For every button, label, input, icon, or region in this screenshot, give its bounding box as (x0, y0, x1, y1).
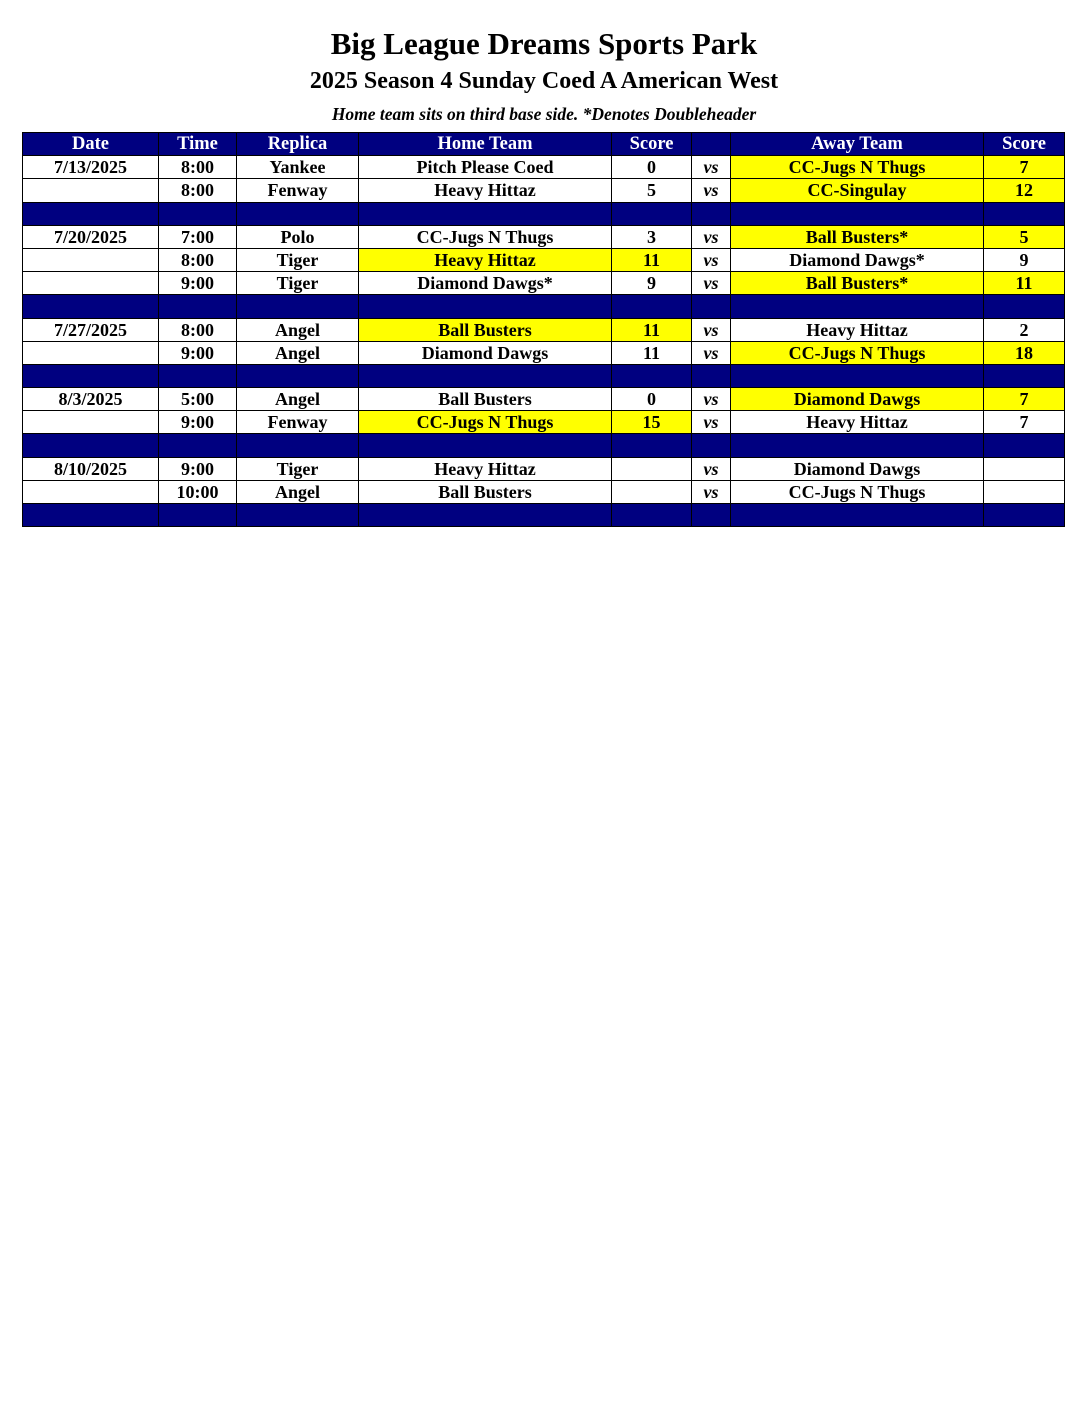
time-cell: 9:00 (159, 411, 237, 434)
replica-cell: Polo (237, 225, 359, 248)
separator-cell (359, 504, 612, 527)
vs-cell: vs (692, 388, 731, 411)
separator-row (23, 364, 1065, 387)
game-row (23, 341, 1065, 364)
time-cell: 5:00 (159, 388, 237, 411)
time-cell: 8:00 (159, 248, 237, 271)
separator-cell (612, 202, 692, 225)
home-team-cell: CC-Jugs N Thugs (359, 225, 612, 248)
home-team-cell: Heavy Hittaz (359, 457, 612, 480)
vs-cell: vs (692, 480, 731, 503)
away-team-cell: CC-Jugs N Thugs (731, 480, 984, 503)
vs-cell: vs (692, 272, 731, 295)
column-header-away-team: Away Team (731, 133, 984, 156)
doubleheader-note: Home team sits on third base side. *Denotes Doubleheader (331, 104, 757, 124)
home-team-cell: Heavy Hittaz (359, 179, 612, 202)
separator-cell (23, 295, 159, 318)
home-team-cell: Pitch Please Coed (359, 156, 612, 179)
away-team-cell: Ball Busters* (731, 225, 984, 248)
replica-cell: Angel (237, 480, 359, 503)
game-row (23, 480, 1065, 503)
separator-cell (984, 364, 1065, 387)
separator-cell (237, 364, 359, 387)
home-score-cell: 3 (612, 225, 692, 248)
away-score-cell: 12 (984, 179, 1065, 202)
time-cell: 7:00 (159, 225, 237, 248)
separator-cell (731, 434, 984, 457)
game-row (23, 272, 1065, 295)
separator-cell (159, 295, 237, 318)
away-score-cell: 5 (984, 225, 1065, 248)
vs-cell: vs (692, 179, 731, 202)
home-score-cell: 11 (612, 248, 692, 271)
date-cell (23, 480, 159, 503)
separator-cell (237, 434, 359, 457)
replica-cell: Angel (237, 318, 359, 341)
away-score-cell (984, 480, 1065, 503)
separator-cell (984, 295, 1065, 318)
schedule-body (23, 156, 1065, 527)
separator-row (23, 504, 1065, 527)
time-cell: 9:00 (159, 457, 237, 480)
home-team-cell: Diamond Dawgs (359, 341, 612, 364)
replica-cell: Angel (237, 341, 359, 364)
separator-cell (359, 434, 612, 457)
schedule-table (22, 132, 1065, 527)
away-score-cell: 7 (984, 411, 1065, 434)
separator-cell (159, 434, 237, 457)
game-row (23, 248, 1065, 271)
column-header-time: Time (159, 133, 237, 156)
date-cell: 8/10/2025 (23, 457, 159, 480)
vs-cell: vs (692, 225, 731, 248)
away-team-cell: Ball Busters* (731, 272, 984, 295)
header-row (23, 133, 1065, 156)
separator-cell (692, 364, 731, 387)
separator-cell (612, 434, 692, 457)
home-team-cell: CC-Jugs N Thugs (359, 411, 612, 434)
separator-cell (359, 295, 612, 318)
replica-cell: Fenway (237, 411, 359, 434)
vs-cell: vs (692, 248, 731, 271)
separator-cell (159, 202, 237, 225)
away-score-cell: 7 (984, 388, 1065, 411)
vs-cell: vs (692, 156, 731, 179)
time-cell: 10:00 (159, 480, 237, 503)
away-score-cell: 2 (984, 318, 1065, 341)
separator-cell (612, 504, 692, 527)
game-row (23, 179, 1065, 202)
game-row (23, 411, 1065, 434)
away-team-cell: Diamond Dawgs (731, 388, 984, 411)
away-team-cell: Heavy Hittaz (731, 411, 984, 434)
date-cell: 8/3/2025 (23, 388, 159, 411)
separator-cell (612, 364, 692, 387)
separator-cell (731, 364, 984, 387)
replica-cell: Tiger (237, 457, 359, 480)
separator-cell (731, 202, 984, 225)
separator-cell (984, 202, 1065, 225)
replica-cell: Tiger (237, 272, 359, 295)
vs-cell: vs (692, 341, 731, 364)
time-cell: 8:00 (159, 318, 237, 341)
separator-cell (692, 295, 731, 318)
time-cell: 8:00 (159, 156, 237, 179)
separator-row (23, 202, 1065, 225)
date-cell (23, 248, 159, 271)
home-score-cell: 5 (612, 179, 692, 202)
away-score-cell: 11 (984, 272, 1065, 295)
away-team-cell: Heavy Hittaz (731, 318, 984, 341)
away-team-cell: Diamond Dawgs (731, 457, 984, 480)
home-score-cell: 0 (612, 156, 692, 179)
time-cell: 8:00 (159, 179, 237, 202)
separator-cell (612, 295, 692, 318)
separator-cell (237, 202, 359, 225)
separator-cell (23, 202, 159, 225)
time-cell: 9:00 (159, 341, 237, 364)
column-header-home-team: Home Team (359, 133, 612, 156)
vs-cell: vs (692, 411, 731, 434)
away-score-cell: 7 (984, 156, 1065, 179)
time-cell: 9:00 (159, 272, 237, 295)
home-score-cell: 9 (612, 272, 692, 295)
home-score-cell: 11 (612, 341, 692, 364)
game-row (23, 318, 1065, 341)
column-header-home-score: Score (612, 133, 692, 156)
home-score-cell: 11 (612, 318, 692, 341)
replica-cell: Angel (237, 388, 359, 411)
separator-cell (23, 364, 159, 387)
game-row (23, 457, 1065, 480)
separator-cell (731, 504, 984, 527)
game-row (23, 156, 1065, 179)
date-cell (23, 341, 159, 364)
replica-cell: Fenway (237, 179, 359, 202)
home-score-cell: 15 (612, 411, 692, 434)
date-cell: 7/27/2025 (23, 318, 159, 341)
separator-cell (692, 202, 731, 225)
separator-cell (237, 295, 359, 318)
separator-cell (692, 504, 731, 527)
date-cell: 7/13/2025 (23, 156, 159, 179)
separator-row (23, 295, 1065, 318)
separator-cell (359, 364, 612, 387)
column-header-date: Date (23, 133, 159, 156)
home-team-cell: Ball Busters (359, 388, 612, 411)
away-score-cell (984, 457, 1065, 480)
replica-cell: Yankee (237, 156, 359, 179)
separator-cell (237, 504, 359, 527)
replica-cell: Tiger (237, 248, 359, 271)
separator-cell (23, 504, 159, 527)
page-subtitle: 2025 Season 4 Sunday Coed A American West (309, 68, 779, 94)
date-cell: 7/20/2025 (23, 225, 159, 248)
separator-cell (731, 295, 984, 318)
home-team-cell: Ball Busters (359, 318, 612, 341)
home-score-cell (612, 480, 692, 503)
page-title: Big League Dreams Sports Park (330, 26, 758, 61)
home-team-cell: Ball Busters (359, 480, 612, 503)
game-row (23, 388, 1065, 411)
separator-row (23, 434, 1065, 457)
date-cell (23, 179, 159, 202)
separator-cell (23, 434, 159, 457)
date-cell (23, 411, 159, 434)
column-header-replica: Replica (237, 133, 359, 156)
separator-cell (692, 434, 731, 457)
column-header-away-score: Score (984, 133, 1065, 156)
away-team-cell: CC-Singulay (731, 179, 984, 202)
home-score-cell: 0 (612, 388, 692, 411)
away-team-cell: CC-Jugs N Thugs (731, 156, 984, 179)
away-score-cell: 9 (984, 248, 1065, 271)
vs-cell: vs (692, 318, 731, 341)
away-team-cell: CC-Jugs N Thugs (731, 341, 984, 364)
separator-cell (984, 434, 1065, 457)
away-team-cell: Diamond Dawgs* (731, 248, 984, 271)
home-score-cell (612, 457, 692, 480)
separator-cell (984, 504, 1065, 527)
separator-cell (159, 364, 237, 387)
separator-cell (159, 504, 237, 527)
date-cell (23, 272, 159, 295)
game-row (23, 225, 1065, 248)
vs-cell: vs (692, 457, 731, 480)
away-score-cell: 18 (984, 341, 1065, 364)
column-header-vs (692, 133, 731, 156)
home-team-cell: Diamond Dawgs* (359, 272, 612, 295)
separator-cell (359, 202, 612, 225)
home-team-cell: Heavy Hittaz (359, 248, 612, 271)
